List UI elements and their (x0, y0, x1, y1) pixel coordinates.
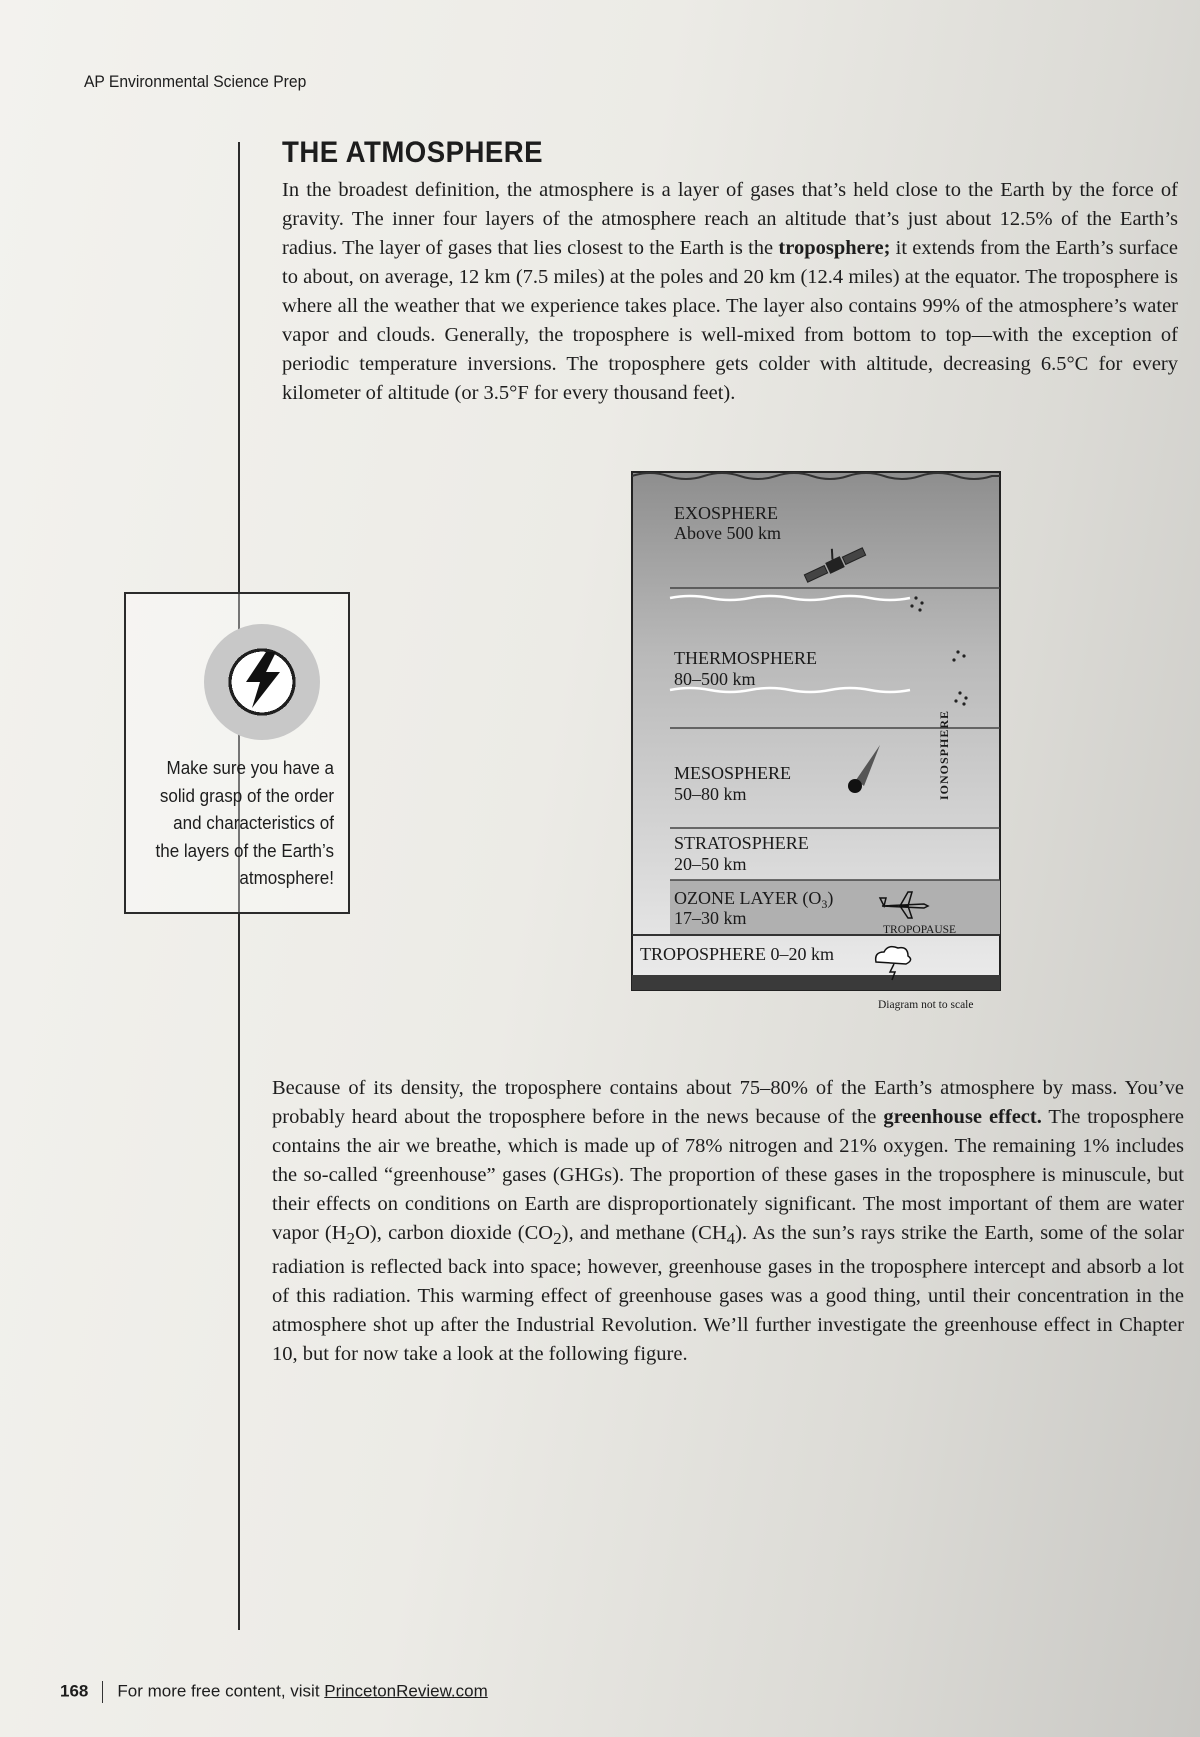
running-header: AP Environmental Science Prep (84, 72, 307, 91)
gh-sub-3: 4 (726, 1229, 736, 1249)
sidebar-tip-box (124, 592, 350, 914)
gh-text-5: ). As the sun’s rays strike the Earth, some of the solar radiation is reflected back into space; however, greenhouse gases in the troposphere intercept and absorb a lot of this radiation. This warming effect of greenhouse gases was a good thing, until their concentration in the atmosphere shot up after the Industrial Revolution. We’ll further investigate the greenhouse effect in Chapter 10, but for now take a look at the following figure. (272, 1222, 1184, 1366)
label-stratosphere: STRATOSPHERE (674, 833, 809, 853)
greenhouse-effect-term: greenhouse effect. (883, 1106, 1042, 1128)
intro-text-a: In the broadest definition, the atmosphere is a layer of gases that’s held close to the Earth by the force of gravity. The inner four layers of the atmosphere reach an altitude that’s just about 12.5% of the Earth’s radius. The layer of gases that lies closest to the Earth is the (282, 179, 1178, 259)
ground-strip (632, 975, 1000, 990)
label-troposphere: TROPOSPHERE 0–20 km (640, 944, 835, 964)
range-ozone: 17–30 km (674, 908, 747, 928)
gh-text-3: O), carbon dioxide (CO (355, 1222, 554, 1244)
range-stratosphere: 20–50 km (674, 854, 747, 874)
gh-sub-1: 2 (346, 1229, 356, 1249)
tip-text: Make sure you have a solid grasp of the order and characteristics of the layers of the Earth’s atmosphere! (155, 757, 334, 888)
intro-text-b: it extends from the Earth’s surface to about, on average, 12 km (7.5 miles) at the poles and 20 km (12.4 miles) at the equator. The troposphere is where all the weather that we experience takes place. The layer also contains 99% of the atmosphere’s water vapor and clouds. Generally, the troposphere is well-mixed from bottom to top—with the exception of periodic temperature inversions. The troposphere gets colder with altitude, decreasing 6.5°C for every kilometer of altitude (or 3.5°F for every thousand feet). (282, 237, 1178, 404)
label-mesosphere: MESOSPHERE (674, 763, 792, 783)
ionosphere-label: IONOSPHERE (937, 709, 951, 800)
label-exosphere: EXOSPHERE (674, 503, 779, 523)
troposphere-term: troposphere; (778, 237, 891, 259)
main-content (282, 136, 1182, 408)
label-ozone: OZONE LAYER $(O_3)$ (674, 888, 834, 911)
intro-paragraph (282, 176, 1178, 408)
footer-link[interactable]: PrincetonReview.com (324, 1681, 488, 1701)
gh-sub-2: 2 (553, 1229, 562, 1249)
page-number: 168 (60, 1681, 89, 1701)
page-footer (60, 1681, 488, 1703)
range-exosphere: Above 500 km (674, 523, 781, 543)
range-mesosphere: 50–80 km (674, 784, 747, 804)
greenhouse-paragraph (272, 1074, 1184, 1369)
gh-text-4: ), and methane (CH (561, 1222, 727, 1244)
range-thermosphere: 80–500 km (674, 669, 756, 689)
footer-divider (102, 1681, 103, 1703)
gh-text-1: Because of its density, the troposphere contains about 75–80% of the Earth’s atmosphere by mass. You’ve probably heard about the troposphere before in the news because of the (272, 1077, 1184, 1128)
tropopause-label: TROPOPAUSE (883, 924, 957, 936)
diagram-note: Diagram not to scale (878, 999, 974, 1011)
lightning-bolt-icon (204, 624, 320, 740)
atmosphere-layers-diagram (630, 470, 1002, 1011)
label-thermosphere: THERMOSPHERE (674, 648, 818, 668)
section-title: THE ATMOSPHERE (282, 136, 543, 169)
footer-text: For more free content, visit (117, 1681, 325, 1701)
gh-text-2: The troposphere contains the air we breathe, which is made up of 78% nitrogen and 21% oxygen. The remaining 1% includes the so-called “greenhouse” gases (GHGs). The proportion of these gases in the troposphere is minuscule, but their effects on conditions on Earth are disproportionately significant. The most important of them are water vapor (H (272, 1106, 1185, 1244)
